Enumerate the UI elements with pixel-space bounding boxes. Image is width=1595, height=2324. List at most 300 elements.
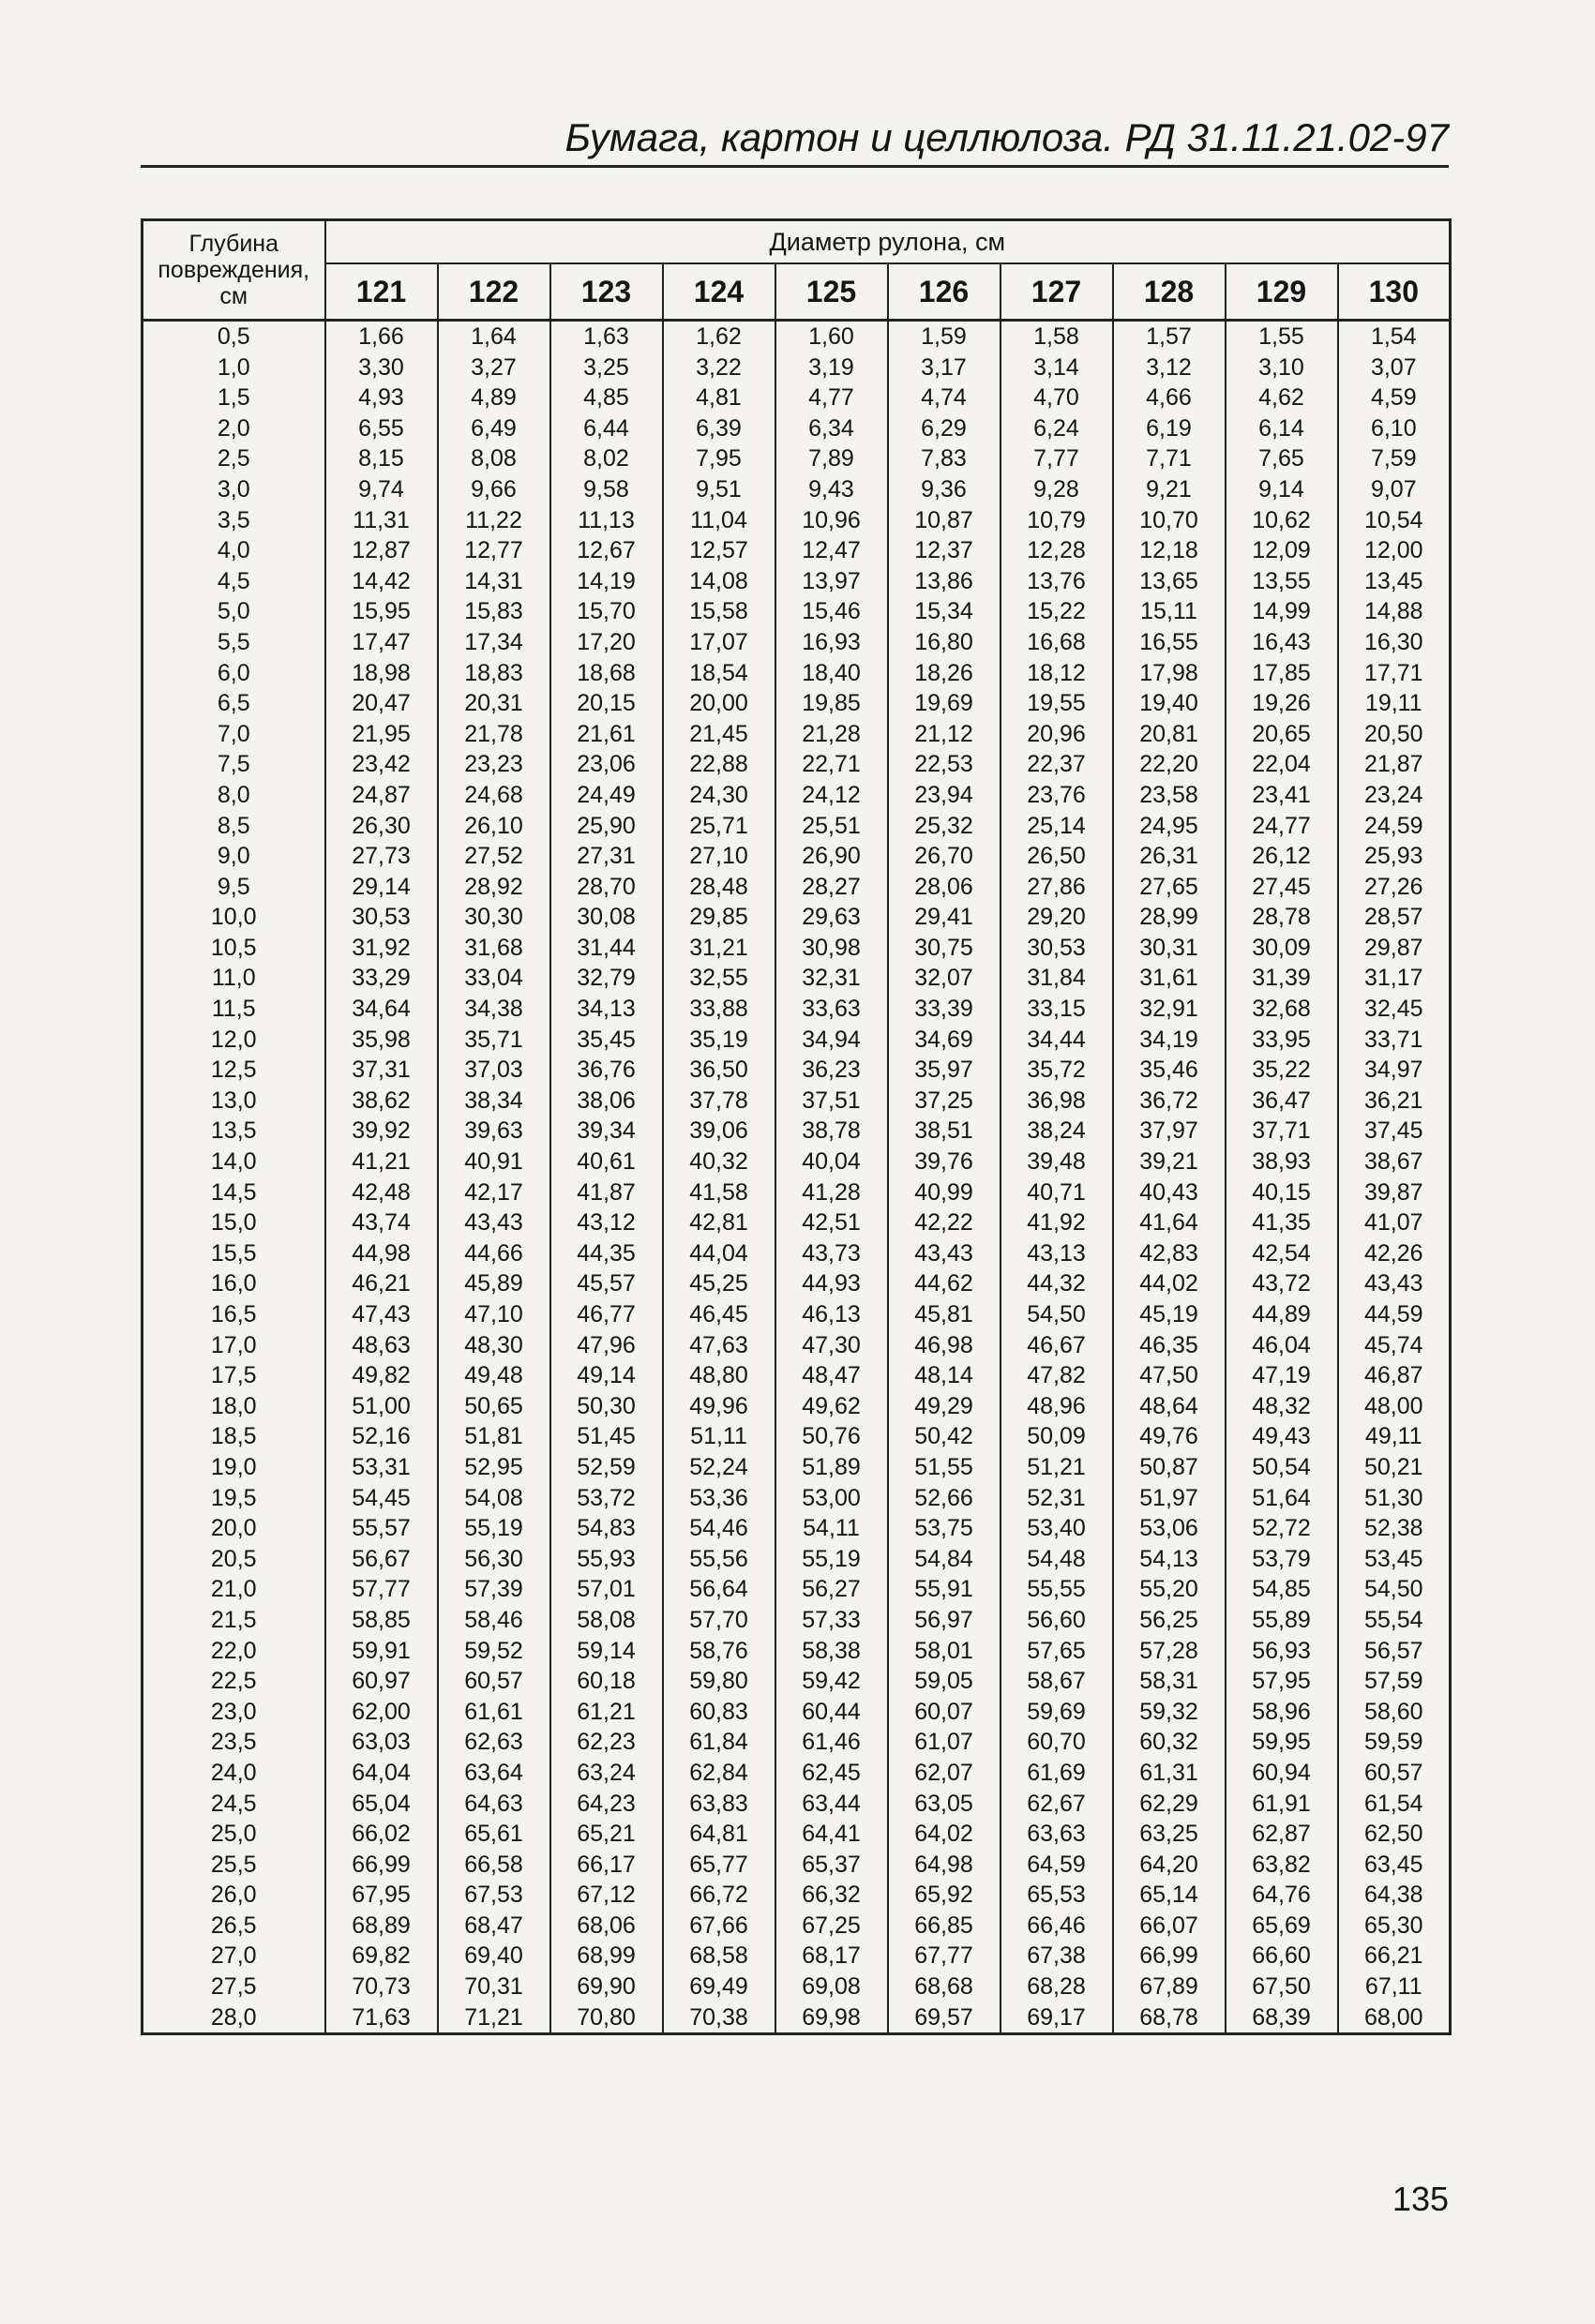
table-cell: 19,11 xyxy=(1364,690,1422,717)
table-cell: 50,76 xyxy=(802,1423,861,1450)
table-cell: 45,81 xyxy=(914,1301,973,1327)
table-cell: 26,70 xyxy=(914,843,973,870)
table-cell: 40,99 xyxy=(914,1178,973,1206)
table-cell: 57,28 xyxy=(1139,1637,1198,1664)
table-cell: 50,09 xyxy=(1027,1423,1086,1450)
table-cell: 15,83 xyxy=(464,598,523,625)
table-cell: 57,59 xyxy=(1364,1668,1423,1695)
diameter-header: Диаметр рулона, см xyxy=(325,220,1451,264)
table-cell: 44,89 xyxy=(1252,1301,1311,1327)
table-cell: 70,80 xyxy=(577,2003,636,2031)
table-cell: 27,52 xyxy=(464,843,523,870)
table-cell: 4,70 xyxy=(1033,384,1079,412)
table-cell: 53,40 xyxy=(1027,1515,1086,1542)
table-cell: 64,41 xyxy=(802,1821,861,1848)
value-cell-group xyxy=(1226,1238,1338,1391)
table-cell: 18,83 xyxy=(464,659,523,686)
table-cell: 64,59 xyxy=(1027,1851,1086,1878)
value-cell-group xyxy=(325,321,438,474)
table-cell: 49,96 xyxy=(689,1392,748,1419)
table-cell: 12,28 xyxy=(1027,537,1086,564)
table-cell: 6,34 xyxy=(808,414,854,442)
value-cell-group xyxy=(1226,321,1338,474)
table-cell: 53,79 xyxy=(1252,1545,1311,1572)
table-cell: 59,52 xyxy=(464,1637,523,1664)
table-cell: 20,47 xyxy=(352,690,411,717)
table-cell: 25,71 xyxy=(689,812,748,839)
table-cell: 34,97 xyxy=(1364,1057,1423,1084)
table-cell: 10,62 xyxy=(1252,506,1311,533)
table-cell: 59,69 xyxy=(1027,1698,1086,1725)
table-cell: 4,74 xyxy=(921,384,967,412)
table-cell: 21,95 xyxy=(352,720,411,747)
table-cell: 27,26 xyxy=(1364,873,1423,900)
table-cell: 6,14 xyxy=(1258,414,1304,442)
value-cell-group xyxy=(550,1238,663,1391)
table-cell: 1,57 xyxy=(1146,323,1192,350)
table-cell: 58,46 xyxy=(464,1606,523,1633)
table-cell: 66,02 xyxy=(352,1821,411,1848)
table-cell: 39,34 xyxy=(577,1117,636,1145)
table-cell: 53,00 xyxy=(802,1484,861,1511)
table-cell: 66,17 xyxy=(577,1851,636,1878)
table-cell: 39,87 xyxy=(1364,1178,1423,1206)
depth-value: 20,0 xyxy=(210,1515,257,1542)
depth-value: 15,5 xyxy=(210,1239,257,1267)
table-cell: 34,64 xyxy=(352,996,411,1023)
table-cell: 64,02 xyxy=(914,1821,973,1848)
table-cell: 65,92 xyxy=(914,1882,973,1909)
table-cell: 9,14 xyxy=(1258,475,1304,502)
table-cell: 30,53 xyxy=(1027,934,1086,961)
table-row-group xyxy=(143,780,1451,933)
table-cell: 39,21 xyxy=(1139,1148,1198,1176)
depth-cell-group xyxy=(143,1086,325,1238)
diameter-column-header: 123 xyxy=(550,263,663,321)
value-cell-group xyxy=(1113,474,1226,627)
table-cell: 62,00 xyxy=(352,1698,411,1725)
table-row-group xyxy=(143,1391,1451,1544)
value-cell-group xyxy=(1001,933,1113,1086)
table-cell: 27,65 xyxy=(1139,873,1198,900)
table-cell: 27,86 xyxy=(1027,873,1086,900)
table-cell: 69,90 xyxy=(577,1973,636,2001)
table-cell: 60,83 xyxy=(689,1698,748,1725)
table-cell: 11,13 xyxy=(578,506,635,533)
table-cell: 45,19 xyxy=(1139,1301,1198,1327)
value-cell-group xyxy=(1113,1238,1226,1391)
table-cell: 66,32 xyxy=(802,1882,861,1909)
depth-value: 10,5 xyxy=(210,934,257,961)
table-cell: 63,82 xyxy=(1252,1851,1311,1878)
table-cell: 23,58 xyxy=(1139,781,1198,808)
table-cell: 19,40 xyxy=(1139,690,1198,717)
table-cell: 52,59 xyxy=(577,1453,636,1480)
depth-value: 13,0 xyxy=(210,1087,257,1114)
table-cell: 63,64 xyxy=(464,1759,523,1786)
table-cell: 65,30 xyxy=(1364,1912,1423,1939)
table-cell: 9,07 xyxy=(1370,475,1417,502)
table-cell: 54,11 xyxy=(803,1515,860,1542)
value-cell-group xyxy=(1113,1391,1226,1544)
table-cell: 38,24 xyxy=(1027,1117,1086,1145)
depth-value: 12,5 xyxy=(210,1057,257,1084)
table-cell: 20,81 xyxy=(1139,720,1198,747)
value-cell-group xyxy=(1001,627,1113,780)
depth-value: 26,5 xyxy=(210,1912,257,1939)
table-cell: 38,93 xyxy=(1252,1148,1311,1176)
table-row-group xyxy=(143,2002,1451,2034)
table-cell: 20,00 xyxy=(689,690,748,717)
table-cell: 33,95 xyxy=(1252,1026,1311,1053)
table-cell: 19,69 xyxy=(914,690,973,717)
table-cell: 59,42 xyxy=(802,1668,861,1695)
table-cell: 57,01 xyxy=(577,1576,636,1603)
table-cell: 52,31 xyxy=(1027,1484,1086,1511)
table-cell: 25,93 xyxy=(1364,843,1423,870)
value-cell-group xyxy=(663,933,775,1086)
table-cell: 57,65 xyxy=(1027,1637,1086,1664)
table-cell: 58,01 xyxy=(914,1637,973,1664)
table-cell: 20,31 xyxy=(464,690,523,717)
table-cell: 41,58 xyxy=(689,1178,748,1206)
depth-value: 16,0 xyxy=(210,1270,257,1297)
depth-value: 21,0 xyxy=(210,1576,257,1603)
table-cell: 17,34 xyxy=(464,628,523,655)
table-cell: 38,51 xyxy=(914,1117,973,1145)
table-cell: 29,85 xyxy=(689,904,748,931)
table-cell: 19,55 xyxy=(1027,690,1086,717)
value-cell-group xyxy=(1226,1544,1338,1697)
value-cell-group xyxy=(325,780,438,933)
table-cell: 28,48 xyxy=(689,873,748,900)
table-cell: 56,27 xyxy=(802,1576,861,1603)
table-cell: 42,81 xyxy=(689,1209,748,1237)
table-cell: 7,65 xyxy=(1258,445,1304,472)
value-cell-group xyxy=(1113,1850,1226,2002)
table-cell: 31,84 xyxy=(1027,965,1086,992)
table-cell: 43,74 xyxy=(352,1209,411,1237)
table-cell: 30,30 xyxy=(464,904,523,931)
value-cell-group xyxy=(438,2002,550,2034)
table-cell: 65,04 xyxy=(352,1790,411,1817)
table-cell: 37,45 xyxy=(1364,1117,1423,1145)
depth-value: 25,0 xyxy=(210,1821,257,1848)
table-cell: 32,79 xyxy=(577,965,636,992)
table-cell: 3,25 xyxy=(583,353,629,381)
diameter-column-header: 126 xyxy=(888,263,1001,321)
depth-value: 21,5 xyxy=(210,1606,257,1633)
table-cell: 34,13 xyxy=(577,996,636,1023)
value-cell-group xyxy=(888,1850,1001,2002)
table-row-group xyxy=(143,474,1451,627)
table-cell: 7,71 xyxy=(1146,445,1192,472)
value-cell-group xyxy=(325,627,438,780)
table-cell: 28,57 xyxy=(1364,904,1423,931)
value-cell-group xyxy=(1338,1086,1451,1238)
table-cell: 62,50 xyxy=(1364,1821,1423,1848)
value-cell-group xyxy=(325,1086,438,1238)
table-cell: 67,53 xyxy=(464,1882,523,1909)
table-cell: 26,31 xyxy=(1139,843,1198,870)
table-cell: 30,75 xyxy=(914,934,973,961)
table-cell: 49,11 xyxy=(1364,1423,1422,1450)
table-cell: 30,98 xyxy=(802,934,861,961)
table-cell: 64,81 xyxy=(689,1821,748,1848)
table-cell: 63,05 xyxy=(914,1790,973,1817)
diameter-column-header: 130 xyxy=(1338,263,1451,321)
table-cell: 13,97 xyxy=(802,567,861,594)
table-cell: 53,45 xyxy=(1364,1545,1423,1572)
table-cell: 12,00 xyxy=(1364,537,1423,564)
table-cell: 53,36 xyxy=(689,1484,748,1511)
diameter-column-header: 129 xyxy=(1226,263,1338,321)
value-cell-group xyxy=(550,1544,663,1697)
table-cell: 59,95 xyxy=(1252,1729,1311,1756)
depth-value: 19,5 xyxy=(210,1484,257,1511)
table-cell: 55,55 xyxy=(1027,1576,1086,1603)
table-cell: 3,14 xyxy=(1033,353,1079,381)
table-cell: 46,35 xyxy=(1139,1331,1198,1358)
depth-value: 20,5 xyxy=(210,1545,257,1572)
depth-value: 7,0 xyxy=(217,720,250,747)
depth-value: 18,5 xyxy=(210,1423,257,1450)
depth-column-header: Глубина повреждения, см xyxy=(143,220,325,321)
table-cell: 49,14 xyxy=(577,1362,636,1389)
table-cell: 13,55 xyxy=(1252,567,1311,594)
table-cell: 61,46 xyxy=(802,1729,861,1756)
table-cell: 51,55 xyxy=(914,1453,973,1480)
table-cell: 36,72 xyxy=(1139,1087,1198,1114)
table-cell: 54,48 xyxy=(1027,1545,1086,1572)
table-cell: 43,43 xyxy=(464,1209,523,1237)
depth-cell-group xyxy=(143,933,325,1086)
table-cell: 37,71 xyxy=(1252,1117,1311,1145)
table-cell: 15,11 xyxy=(1140,598,1197,625)
table-cell: 46,67 xyxy=(1027,1331,1086,1358)
table-cell: 7,89 xyxy=(808,445,854,472)
depth-value: 15,0 xyxy=(210,1209,257,1237)
table-cell: 51,97 xyxy=(1139,1484,1198,1511)
table-cell: 54,85 xyxy=(1252,1576,1311,1603)
value-cell-group xyxy=(1338,1391,1451,1544)
table-cell: 38,34 xyxy=(464,1087,523,1114)
table-cell: 3,07 xyxy=(1370,353,1417,381)
depth-cell-group xyxy=(143,1544,325,1697)
table-cell: 62,29 xyxy=(1139,1790,1198,1817)
depth-value: 23,5 xyxy=(210,1729,257,1756)
value-cell-group xyxy=(438,474,550,627)
table-cell: 60,07 xyxy=(914,1698,973,1725)
value-cell-group xyxy=(550,627,663,780)
table-cell: 41,21 xyxy=(352,1148,411,1176)
table-cell: 32,45 xyxy=(1364,996,1423,1023)
table-cell: 68,28 xyxy=(1027,1973,1086,2001)
value-cell-group xyxy=(438,1544,550,1697)
table-cell: 10,54 xyxy=(1364,506,1423,533)
table-cell: 47,30 xyxy=(802,1331,861,1358)
table-cell: 10,87 xyxy=(914,506,973,533)
table-cell: 47,96 xyxy=(577,1331,636,1358)
value-cell-group xyxy=(888,1238,1001,1391)
table-cell: 54,08 xyxy=(464,1484,523,1511)
table-cell: 16,93 xyxy=(802,628,861,655)
table-cell: 30,53 xyxy=(352,904,411,931)
table-cell: 24,49 xyxy=(577,781,636,808)
table-cell: 1,60 xyxy=(808,323,854,350)
table-cell: 51,45 xyxy=(577,1423,636,1450)
table-cell: 10,79 xyxy=(1027,506,1086,533)
table-cell: 70,73 xyxy=(352,1973,411,2001)
table-cell: 31,21 xyxy=(689,934,748,961)
depth-value: 8,5 xyxy=(217,812,250,839)
value-cell-group xyxy=(888,321,1001,474)
table-cell: 17,85 xyxy=(1252,659,1311,686)
value-cell-group xyxy=(1113,1544,1226,1697)
table-row-group xyxy=(143,1544,1451,1697)
table-cell: 44,32 xyxy=(1027,1270,1086,1297)
table-cell: 54,46 xyxy=(689,1515,748,1542)
value-cell-group xyxy=(1113,627,1226,780)
table-cell: 18,40 xyxy=(802,659,861,686)
table-cell: 36,47 xyxy=(1252,1087,1311,1114)
table-cell: 34,69 xyxy=(914,1026,973,1053)
table-cell: 54,13 xyxy=(1139,1545,1198,1572)
table-cell: 8,08 xyxy=(471,445,517,472)
table-cell: 47,82 xyxy=(1027,1362,1086,1389)
value-cell-group xyxy=(663,1697,775,1850)
table-cell: 41,87 xyxy=(577,1178,636,1206)
depth-value: 14,5 xyxy=(210,1178,257,1206)
table-cell: 71,21 xyxy=(464,2003,523,2031)
table-cell: 14,88 xyxy=(1364,598,1423,625)
table-row-group xyxy=(143,627,1451,780)
table-cell: 48,32 xyxy=(1252,1392,1311,1419)
table-cell: 59,59 xyxy=(1364,1729,1423,1756)
table-cell: 16,68 xyxy=(1027,628,1086,655)
table-cell: 43,43 xyxy=(1364,1270,1423,1297)
table-cell: 13,45 xyxy=(1364,567,1423,594)
depth-value: 10,0 xyxy=(210,904,257,931)
table-row-group xyxy=(143,933,1451,1086)
table-cell: 46,21 xyxy=(352,1270,411,1297)
table-cell: 68,06 xyxy=(577,1912,636,1939)
table-cell: 1,59 xyxy=(921,323,967,350)
table-cell: 68,89 xyxy=(352,1912,411,1939)
value-cell-group xyxy=(775,1086,888,1238)
table-cell: 55,19 xyxy=(464,1515,523,1542)
table-cell: 1,54 xyxy=(1370,323,1417,350)
table-cell: 9,51 xyxy=(696,475,742,502)
diameter-column-header: 128 xyxy=(1113,263,1226,321)
value-cell-group xyxy=(1226,780,1338,933)
table-cell: 28,06 xyxy=(914,873,973,900)
table-cell: 16,80 xyxy=(914,628,973,655)
table-cell: 41,35 xyxy=(1252,1209,1311,1237)
diameter-column-header: 124 xyxy=(663,263,775,321)
table-cell: 28,70 xyxy=(577,873,636,900)
table-cell: 42,17 xyxy=(464,1178,523,1206)
table-cell: 12,77 xyxy=(464,537,523,564)
table-cell: 15,22 xyxy=(1027,598,1086,625)
table-cell: 35,46 xyxy=(1139,1057,1198,1084)
table-cell: 69,82 xyxy=(352,1942,411,1970)
table-cell: 39,06 xyxy=(689,1117,748,1145)
table-cell: 66,60 xyxy=(1252,1942,1311,1970)
table-cell: 11,22 xyxy=(465,506,522,533)
table-cell: 47,43 xyxy=(352,1301,411,1327)
table-cell: 3,10 xyxy=(1258,353,1304,381)
table-cell: 58,76 xyxy=(689,1637,748,1664)
value-cell-group xyxy=(550,2002,663,2034)
table-cell: 26,90 xyxy=(802,843,861,870)
table-cell: 49,76 xyxy=(1139,1423,1198,1450)
value-cell-group xyxy=(1226,1086,1338,1238)
table-cell: 62,84 xyxy=(689,1759,748,1786)
table-cell: 62,67 xyxy=(1027,1790,1086,1817)
table-cell: 33,39 xyxy=(914,996,973,1023)
table-cell: 48,00 xyxy=(1364,1392,1423,1419)
depth-value: 28,0 xyxy=(210,2003,257,2031)
table-cell: 28,92 xyxy=(464,873,523,900)
table-cell: 41,64 xyxy=(1139,1209,1198,1237)
table-cell: 29,87 xyxy=(1364,934,1423,961)
table-cell: 50,30 xyxy=(577,1392,636,1419)
table-cell: 68,99 xyxy=(577,1942,636,1970)
table-cell: 44,62 xyxy=(914,1270,973,1297)
table-cell: 3,17 xyxy=(921,353,967,381)
value-cell-group xyxy=(325,933,438,1086)
depth-value: 22,5 xyxy=(210,1668,257,1695)
table-cell: 12,57 xyxy=(689,537,748,564)
table-cell: 31,61 xyxy=(1139,965,1198,992)
table-cell: 41,07 xyxy=(1364,1209,1423,1237)
depth-cell-group xyxy=(143,780,325,933)
table-cell: 56,30 xyxy=(464,1545,523,1572)
value-cell-group xyxy=(888,474,1001,627)
table-cell: 70,38 xyxy=(689,2003,748,2031)
value-cell-group xyxy=(663,321,775,474)
table-cell: 34,94 xyxy=(802,1026,861,1053)
table-cell: 38,06 xyxy=(577,1087,636,1114)
table-cell: 53,31 xyxy=(352,1453,411,1480)
table-cell: 7,95 xyxy=(696,445,742,472)
diameter-column-header: 121 xyxy=(325,263,438,321)
table-cell: 3,12 xyxy=(1146,353,1192,381)
table-cell: 36,50 xyxy=(689,1057,748,1084)
table-cell: 12,47 xyxy=(802,537,861,564)
table-cell: 14,42 xyxy=(352,567,411,594)
table-cell: 65,61 xyxy=(464,1821,523,1848)
value-cell-group xyxy=(1113,933,1226,1086)
table-cell: 65,69 xyxy=(1252,1912,1311,1939)
table-cell: 23,94 xyxy=(914,781,973,808)
table-cell: 35,22 xyxy=(1252,1057,1311,1084)
table-cell: 44,98 xyxy=(352,1239,411,1267)
value-cell-group xyxy=(438,1086,550,1238)
value-cell-group xyxy=(1001,1391,1113,1544)
table-cell: 27,45 xyxy=(1252,873,1311,900)
value-cell-group xyxy=(550,1086,663,1238)
value-cell-group xyxy=(438,1850,550,2002)
table-cell: 52,66 xyxy=(914,1484,973,1511)
table-cell: 55,89 xyxy=(1252,1606,1311,1633)
table-cell: 41,92 xyxy=(1027,1209,1086,1237)
table-cell: 48,80 xyxy=(689,1362,748,1389)
value-cell-group xyxy=(1338,321,1451,474)
table-cell: 3,22 xyxy=(696,353,742,381)
table-cell: 21,28 xyxy=(802,720,861,747)
